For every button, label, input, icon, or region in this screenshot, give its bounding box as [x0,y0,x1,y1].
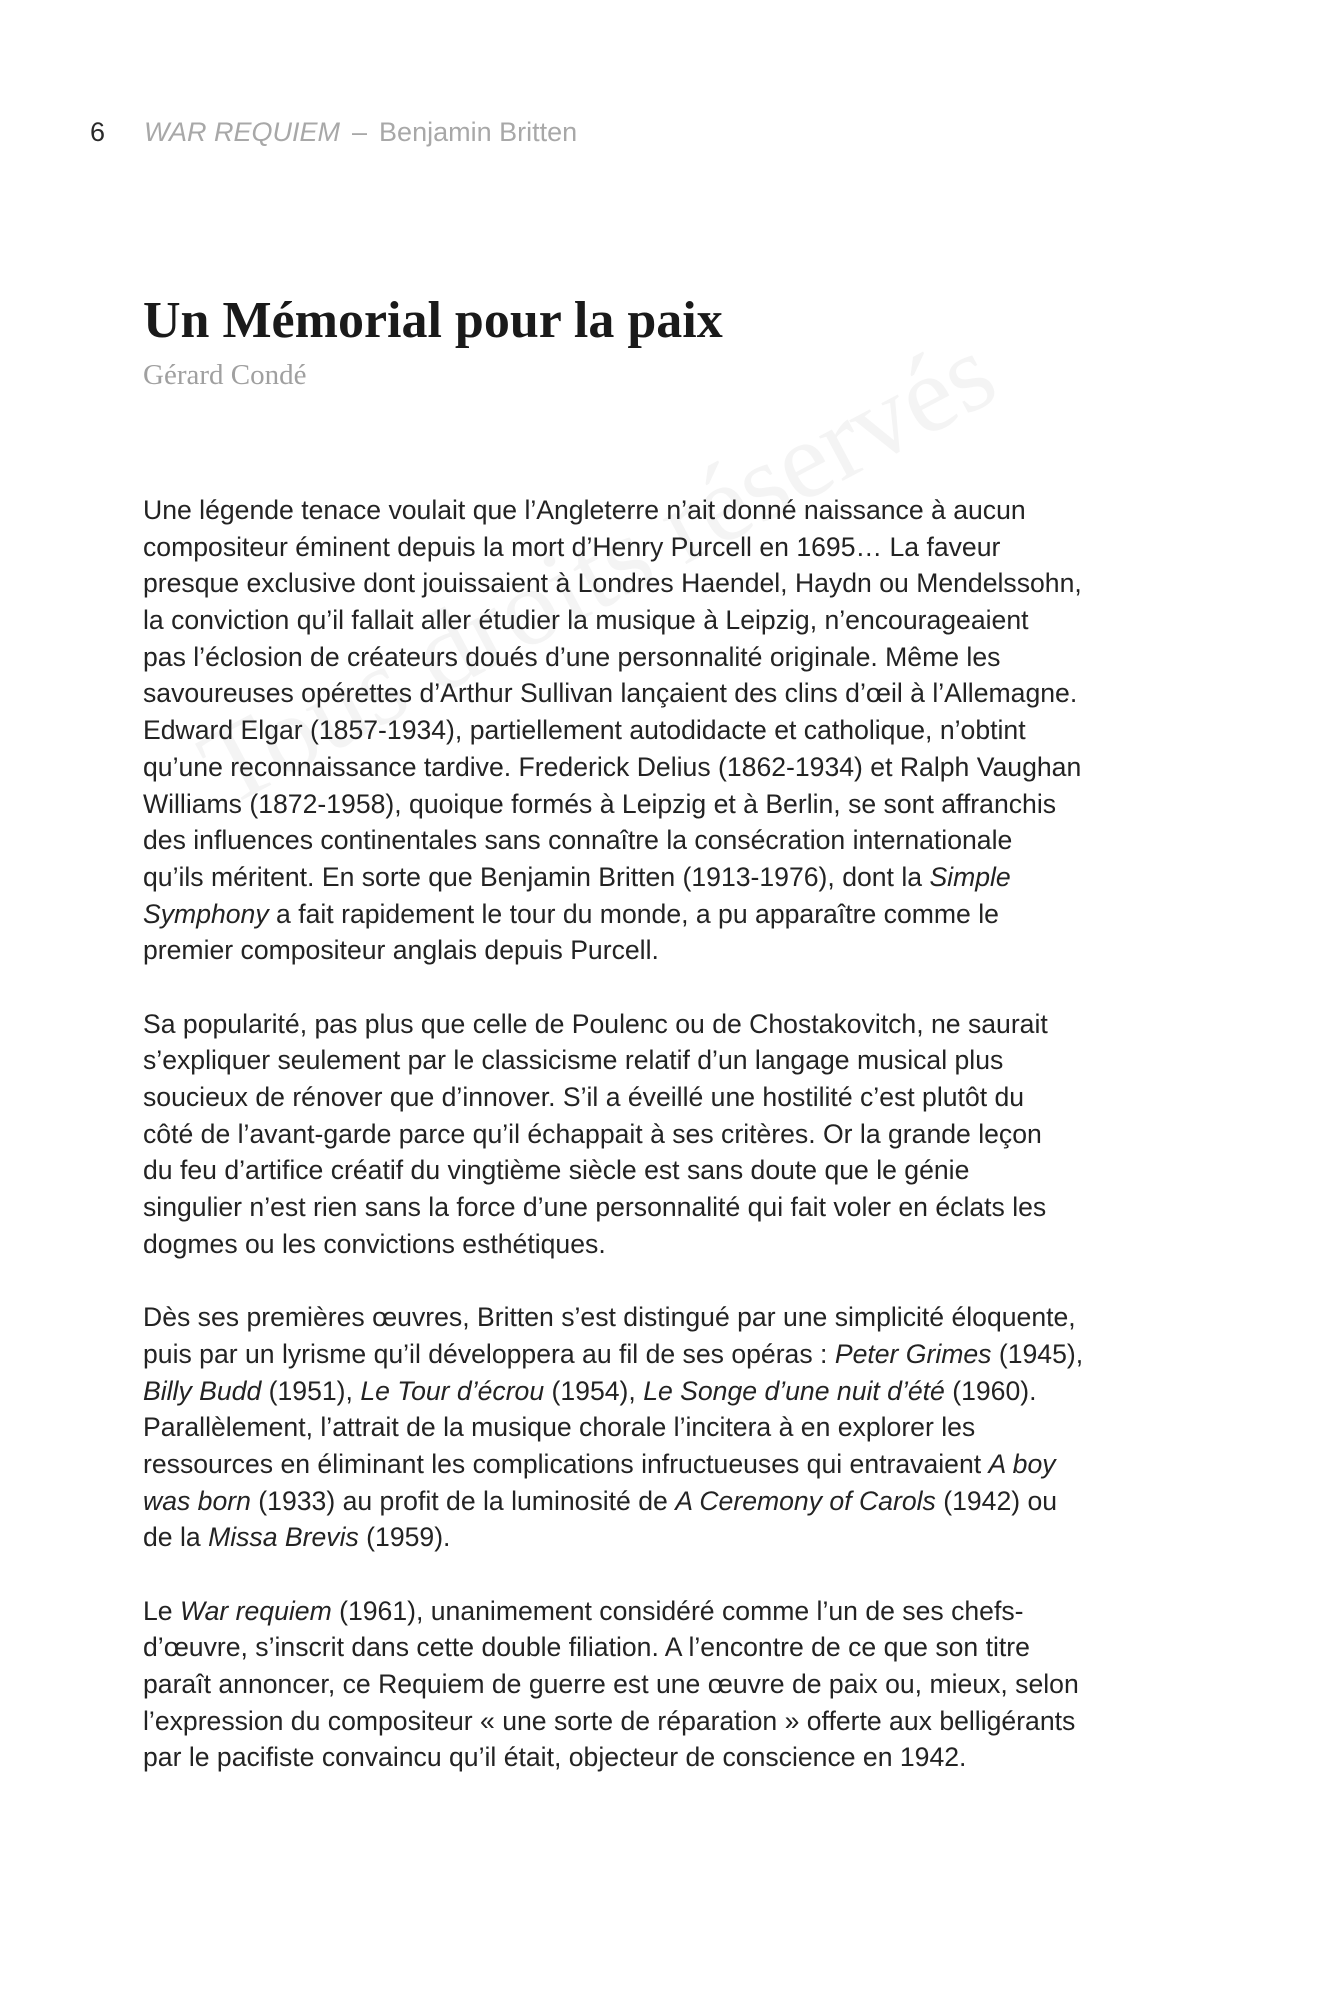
text-line [143,1079,1203,1116]
text-segment: qu’ils méritent. En sorte que Benjamin Britten (1913-1976), dont la [143,861,930,892]
text-segment: d’œuvre, s’inscrit dans cette double filiation. A l’encontre de ce que son titre [143,1632,1030,1663]
text-segment: singulier n’est rien sans la force d’une personnalité qui fait voler en éclats les [143,1192,1047,1223]
text-segment: côté de l’avant-garde parce qu’il échappait à ses critères. Or la grande leçon [143,1118,1042,1149]
text-line [143,1629,1203,1666]
italic-title-text: Peter Grimes [834,1338,992,1369]
paragraph [143,1593,1203,1776]
text-line [143,1446,1203,1483]
text-segment: compositeur éminent depuis la mort d’Henry Purcell en 1695… La faveur [143,531,1001,562]
text-segment: Le [143,1595,180,1626]
text-line [143,492,1203,529]
text-segment: (1945), [991,1338,1084,1369]
text-line [143,749,1203,786]
article-author: Gérard Condé [143,359,307,391]
text-segment: presque exclusive dont jouissaient à Londres Haendel, Haydn ou Mendelssohn, [143,568,1082,599]
text-segment: la conviction qu’il fallait aller étudier la musique à Leipzig, n’encourageaient [143,605,1029,636]
text-segment: soucieux de rénover que d’innover. S’il a éveillé une hostilité c’est plutôt du [143,1082,1025,1112]
text-segment: dogmes ou les convictions esthétiques. [143,1228,606,1259]
text-line [143,529,1203,566]
text-segment: Williams (1872-1958), quoique formés à Leipzig et à Berlin, se sont affranchis [143,788,1057,819]
text-line [143,1593,1203,1630]
text-line [143,639,1203,676]
text-segment: (1942) ou [935,1485,1058,1516]
text-segment: (1961), unanimement considéré comme l’un de ses chefs- [331,1595,1024,1626]
text-segment: pas l’éclosion de créateurs doués d’une personnalité originale. Même les [143,641,1001,672]
text-line [143,602,1203,639]
text-segment: (1954), [544,1375,644,1406]
italic-title-text: War requiem [179,1595,332,1626]
text-line [143,1483,1203,1520]
running-header [90,114,577,150]
italic-title-text: Le Tour d’écrou [360,1375,545,1406]
paragraph [143,1006,1203,1263]
text-segment: qu’une reconnaissance tardive. Frederick Delius (1862-1934) et Ralph Vaughan [143,751,1082,782]
text-line [143,1299,1203,1336]
paragraph [143,492,1203,969]
text-segment: premier compositeur anglais depuis Purcell. [143,935,659,966]
text-line [143,859,1203,896]
text-segment: de la [143,1522,209,1553]
italic-title-text: was born [143,1485,251,1516]
text-segment: (1951), [261,1375,361,1406]
text-line [143,822,1203,859]
article-title: Un Mémorial pour la paix [143,292,723,349]
composer-name: Benjamin Britten [379,117,578,147]
text-line [143,932,1203,969]
text-segment: l’expression du compositeur « une sorte de réparation » offerte aux belligérants [143,1705,1076,1736]
text-line [143,565,1203,602]
text-line [143,896,1203,933]
text-segment: puis par un lyrisme qu’il développera au fil de ses opéras : [143,1338,835,1369]
italic-title-text: Symphony [143,898,269,929]
text-line [143,712,1203,749]
text-line [143,1189,1203,1226]
italic-title-text: A boy [988,1448,1056,1479]
text-segment: a fait rapidement le tour du monde, a pu apparaître comme le [268,898,999,929]
text-line [143,786,1203,823]
text-line [143,1373,1203,1410]
italic-title-text: Missa Brevis [208,1522,359,1553]
work-title: WAR REQUIEM [144,117,341,147]
text-line [143,1666,1203,1703]
text-segment: Parallèlement, l’attrait de la musique chorale l’incitera à en explorer les [143,1412,976,1443]
text-segment: (1959). [358,1522,451,1553]
header-separator: – [352,117,368,147]
page-number: 6 [90,117,106,147]
text-line [143,675,1203,712]
text-segment: (1933) au profit de la luminosité de [250,1485,676,1516]
text-segment: par le pacifiste convaincu qu’il était, objecteur de conscience en 1942. [143,1742,967,1773]
text-line [143,1152,1203,1189]
text-segment: du feu d’artifice créatif du vingtième siècle est sans doute que le génie [143,1155,970,1186]
text-line [143,1006,1203,1043]
text-segment: ressources en éliminant les complications infructueuses qui entravaient [143,1448,989,1479]
text-line [143,1703,1203,1740]
text-segment: Sa popularité, pas plus que celle de Poulenc ou de Chostakovitch, ne saurait [143,1008,1048,1039]
paragraph [143,1299,1203,1556]
text-segment: savoureuses opérettes d’Arthur Sullivan lançaient des clins d’œil à l’Allemagne. [143,678,1078,709]
text-segment: s’expliquer seulement par le classicisme relatif d’un langage musical plus [143,1045,1004,1076]
italic-title-text: Billy Budd [143,1375,262,1406]
text-line [143,1116,1203,1153]
text-segment: Une légende tenace voulait que l’Angleterre n’ait donné naissance à aucun [143,495,1026,525]
text-segment: Dès ses premières œuvres, Britten s’est distingué par une simplicité éloquente, [143,1302,1076,1333]
text-segment: Edward Elgar (1857-1934), partiellement autodidacte et catholique, n’obtint [143,715,1026,746]
text-line [143,1226,1203,1263]
text-line [143,1336,1203,1373]
text-line [143,1739,1203,1776]
text-line [143,1409,1203,1446]
italic-title-text: Le Songe d’une nuit d’été [643,1375,945,1406]
italic-title-text: A Ceremony of Carols [675,1485,936,1516]
article-body [143,492,1203,1813]
text-line [143,1519,1203,1556]
text-line [143,1042,1203,1079]
text-segment: des influences continentales sans connaître la consécration internationale [143,825,1013,856]
italic-title-text: Simple [929,861,1011,892]
text-segment: (1960). [944,1375,1037,1406]
text-segment: paraît annoncer, ce Requiem de guerre est une œuvre de paix ou, mieux, selon [143,1669,1079,1699]
